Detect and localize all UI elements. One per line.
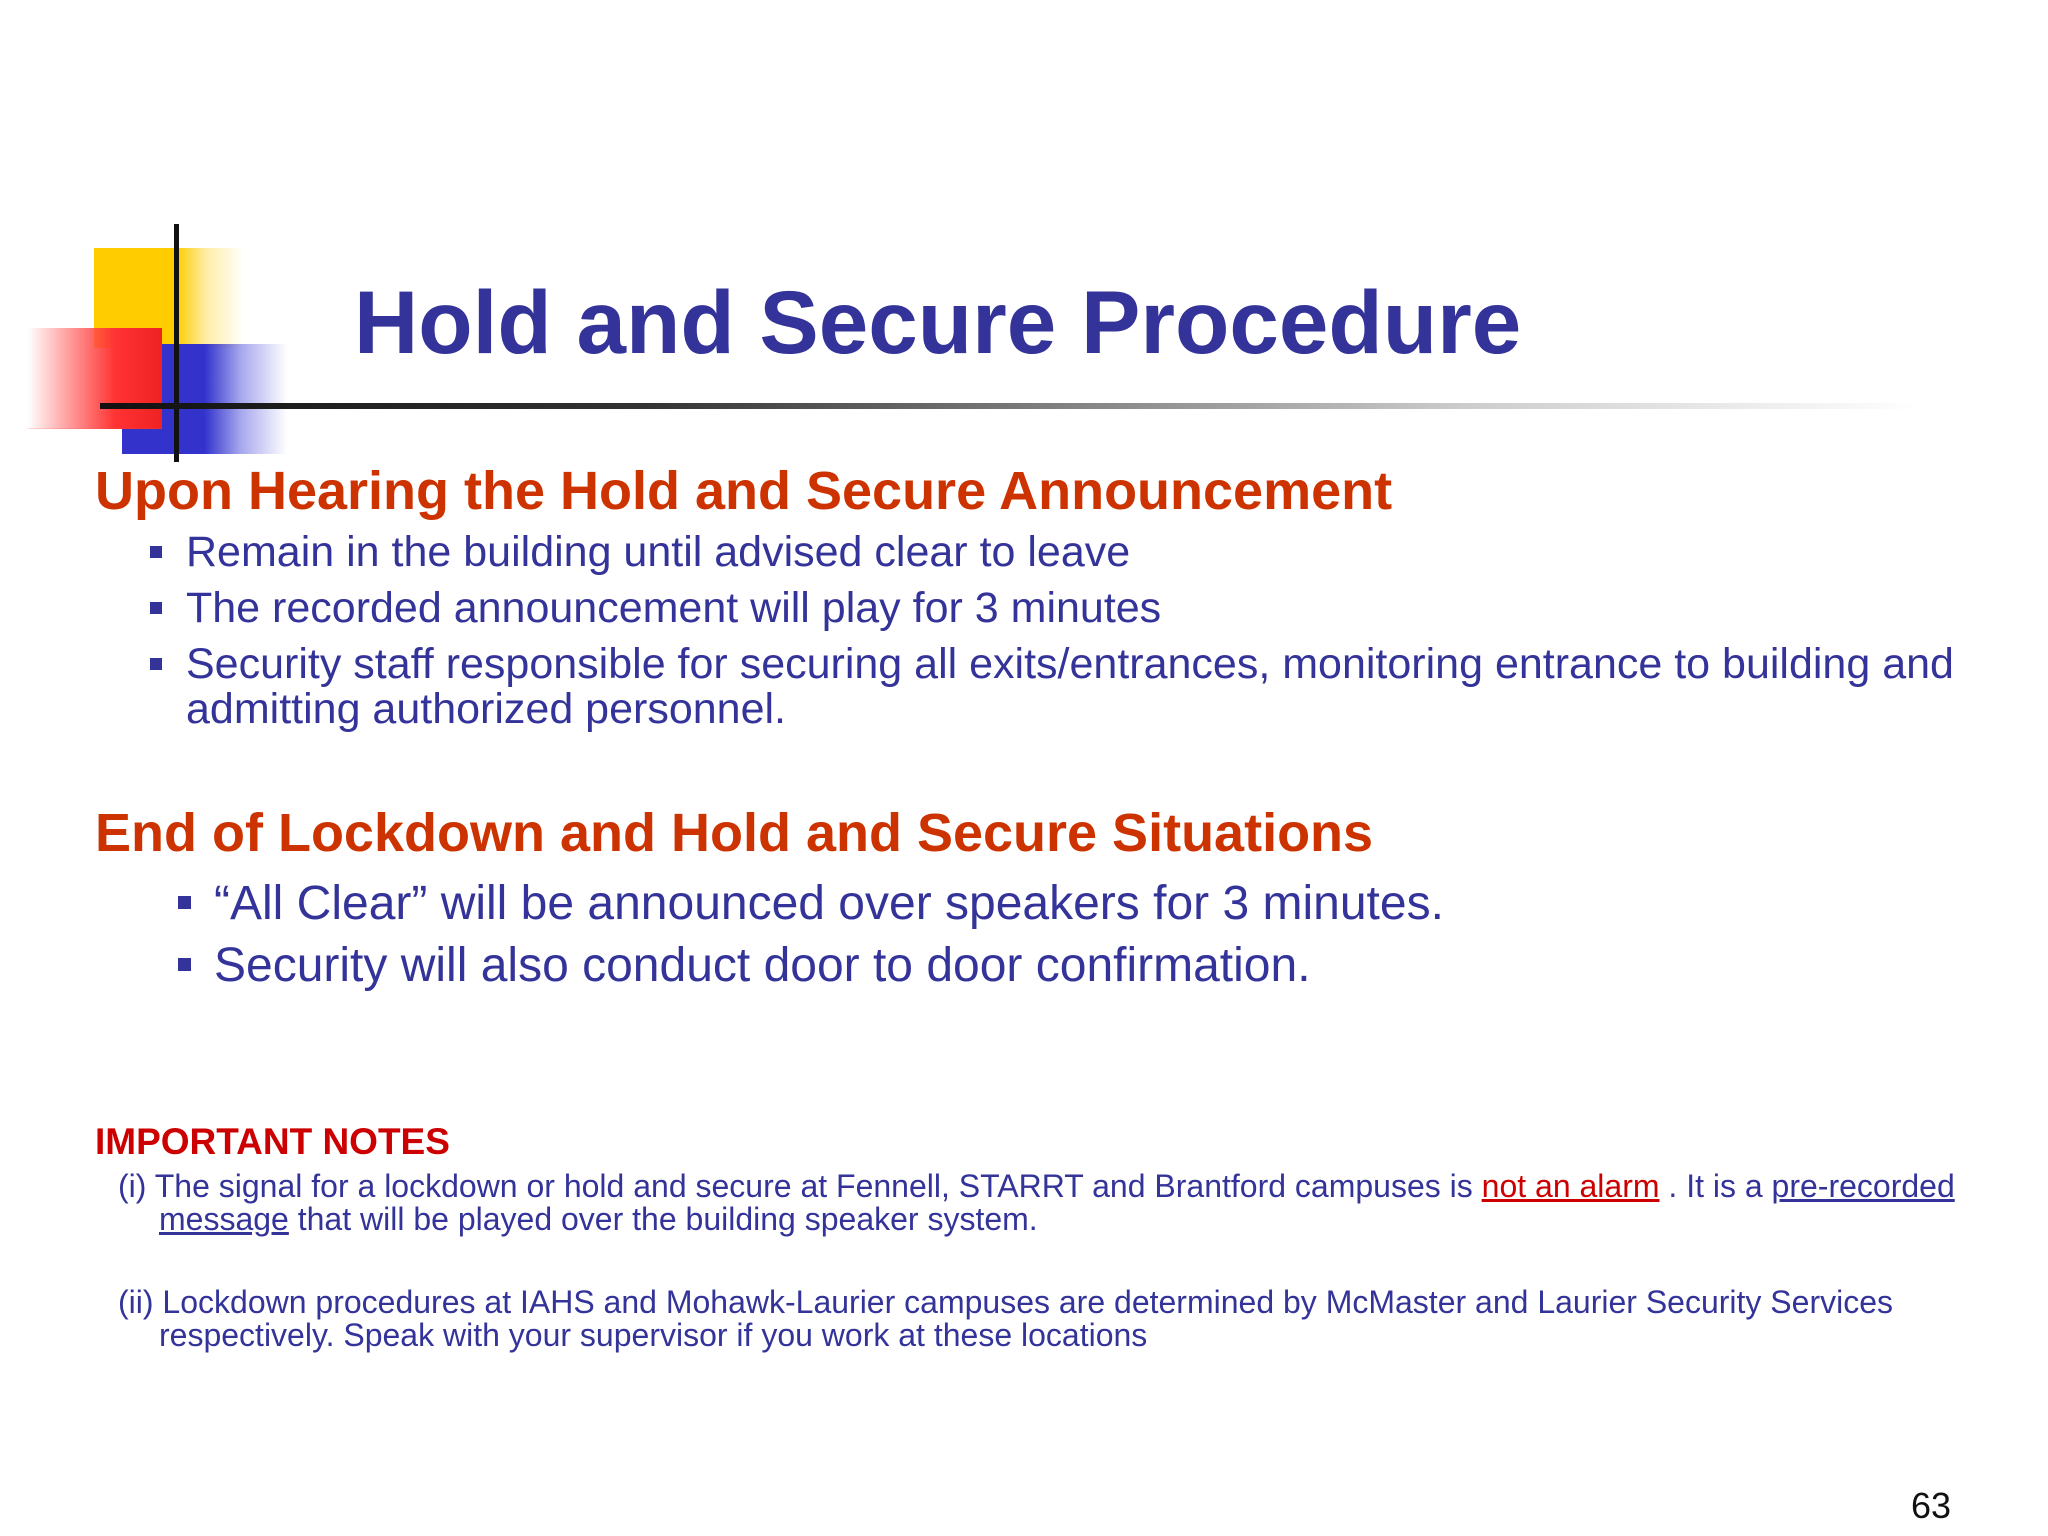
list-item [178,938,1998,994]
note-1-text-middle: . It is a [1659,1168,1772,1204]
note-1-body [118,1170,1978,1236]
pre-recorded-message-highlight: pre-recorded message [159,1168,1955,1237]
list-item [150,530,2010,575]
bullet-text: Security will also conduct door to door confirmation. [214,939,1311,992]
important-notes-heading: IMPORTANT NOTES [95,1121,450,1162]
note-1-number: (i) [118,1168,147,1204]
note-2-text: Lockdown procedures at IAHS and Mohawk-Laurier campuses are determined by McMaster and Laurier Security Services respectively. Speak with your supervisor if you work at these locations [159,1284,1893,1353]
list-item [150,642,2010,732]
note-1-text-after: that will be played over the building speaker system. [288,1201,1038,1237]
slide-title: Hold and Secure Procedure [354,272,1522,372]
bullet-text: The recorded announcement will play for 3 minutes [186,584,1162,632]
red-square-icon [28,328,162,429]
note-2 [118,1286,1978,1352]
square-bullet-icon [178,958,191,971]
bullet-text: Remain in the building until advised clear to leave [186,528,1131,576]
note-2-number: (ii) [118,1284,154,1320]
note-2-body [118,1286,1978,1352]
square-bullet-icon [150,602,162,614]
square-bullet-icon [178,896,191,909]
title-underline-rule [100,403,1920,409]
note-1 [118,1170,1978,1236]
end-of-lockdown-bullet-list [178,876,1998,1000]
section-heading-end-of-lockdown: End of Lockdown and Hold and Secure Situations [95,803,1374,863]
square-bullet-icon [150,546,162,558]
bullet-text: Security staff responsible for securing all exits/entrances, monitoring entrance to building and admitting authorized personnel. [186,640,1954,733]
vertical-rule [174,224,179,462]
section-heading-announcement: Upon Hearing the Hold and Secure Announcement [95,461,1393,521]
list-item [150,586,2010,631]
bullet-text: “All Clear” will be announced over speakers for 3 minutes. [214,877,1444,930]
list-item [178,876,1998,932]
note-1-text-before: The signal for a lockdown or hold and secure at Fennell, STARRT and Brantford campuses is [154,1168,1482,1204]
page-number: 63 [1910,1485,1951,1526]
announcement-bullet-list [150,530,2010,743]
not-an-alarm-highlight: not an alarm [1481,1168,1660,1204]
square-bullet-icon [150,658,162,670]
